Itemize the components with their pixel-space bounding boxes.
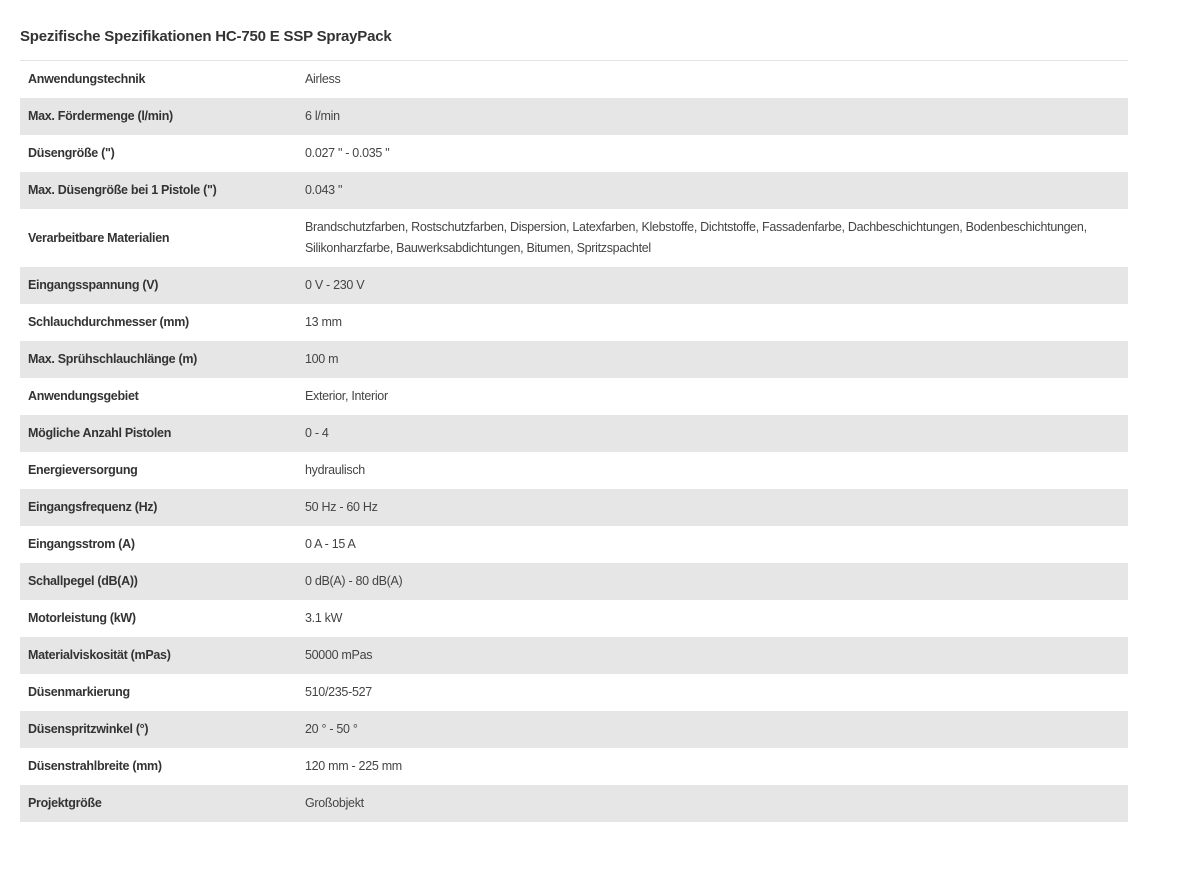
spec-label: Max. Düsengröße bei 1 Pistole (") bbox=[28, 183, 217, 197]
table-row bbox=[20, 378, 1128, 415]
table-row bbox=[20, 526, 1128, 563]
table-row bbox=[20, 135, 1128, 172]
spec-label: Düsengröße (") bbox=[28, 146, 115, 160]
spec-table bbox=[20, 61, 1128, 822]
spec-label: Eingangsfrequenz (Hz) bbox=[28, 500, 158, 514]
spec-label: Max. Fördermenge (l/min) bbox=[28, 109, 173, 123]
spec-label: Projektgröße bbox=[28, 796, 102, 810]
spec-value: 100 m bbox=[305, 352, 339, 366]
spec-value: hydraulisch bbox=[305, 463, 365, 477]
spec-value: 50000 mPas bbox=[305, 648, 373, 662]
spec-value: 6 l/min bbox=[305, 109, 340, 123]
table-row bbox=[20, 415, 1128, 452]
spec-label: Energieversorgung bbox=[28, 463, 138, 477]
spec-value: Exterior, Interior bbox=[305, 389, 388, 403]
spec-label: Mögliche Anzahl Pistolen bbox=[28, 426, 172, 440]
table-row bbox=[20, 452, 1128, 489]
spec-value: 0.043 " bbox=[305, 183, 343, 197]
table-row bbox=[20, 785, 1128, 822]
table-row bbox=[20, 563, 1128, 600]
spec-value: 0 V - 230 V bbox=[305, 278, 365, 292]
spec-value: Airless bbox=[305, 72, 341, 86]
spec-value: 120 mm - 225 mm bbox=[305, 759, 402, 773]
spec-value: 0 A - 15 A bbox=[305, 537, 356, 551]
spec-value: Großobjekt bbox=[305, 796, 364, 810]
table-row bbox=[20, 267, 1128, 304]
table-row bbox=[20, 98, 1128, 135]
spec-value: 20 ° - 50 ° bbox=[305, 722, 358, 736]
spec-value: 3.1 kW bbox=[305, 611, 343, 625]
spec-value: 0 dB(A) - 80 dB(A) bbox=[305, 574, 403, 588]
spec-value: Brandschutzfarben, Rostschutzfarben, Dispersion, Latexfarben, Klebstoffe, Dichtstoffe, Fassadenfarbe, Dachbeschichtungen, Bodenbeschichtungen, Silikonharzfarbe, Bauwerksabdichtungen, Bitumen, Spritzspachtel bbox=[305, 220, 1087, 255]
spec-label: Anwendungsgebiet bbox=[28, 389, 139, 403]
spec-label: Motorleistung (kW) bbox=[28, 611, 136, 625]
spec-value: 0.027 " - 0.035 " bbox=[305, 146, 390, 160]
spec-label: Eingangsstrom (A) bbox=[28, 537, 135, 551]
spec-label: Anwendungstechnik bbox=[28, 72, 146, 86]
spec-value: 13 mm bbox=[305, 315, 342, 329]
spec-label: Schallpegel (dB(A)) bbox=[28, 574, 138, 588]
table-row bbox=[20, 674, 1128, 711]
section-heading: Spezifische Spezifikationen HC-750 E SSP SprayPack bbox=[20, 0, 1128, 61]
spec-value: 510/235-527 bbox=[305, 685, 372, 699]
spec-label: Schlauchdurchmesser (mm) bbox=[28, 315, 189, 329]
spec-section bbox=[20, 0, 1128, 822]
spec-value: 50 Hz - 60 Hz bbox=[305, 500, 378, 514]
table-row bbox=[20, 209, 1128, 267]
spec-label: Max. Sprühschlauchlänge (m) bbox=[28, 352, 198, 366]
table-row bbox=[20, 600, 1128, 637]
table-row bbox=[20, 61, 1128, 98]
table-row bbox=[20, 304, 1128, 341]
spec-label: Eingangsspannung (V) bbox=[28, 278, 159, 292]
spec-label: Düsenspritzwinkel (°) bbox=[28, 722, 149, 736]
spec-label: Düsenstrahlbreite (mm) bbox=[28, 759, 162, 773]
spec-label: Materialviskosität (mPas) bbox=[28, 648, 171, 662]
table-row bbox=[20, 711, 1128, 748]
table-row bbox=[20, 637, 1128, 674]
spec-label: Verarbeitbare Materialien bbox=[28, 230, 170, 245]
table-row bbox=[20, 748, 1128, 785]
spec-label: Düsenmarkierung bbox=[28, 685, 130, 699]
spec-value: 0 - 4 bbox=[305, 426, 329, 440]
table-row bbox=[20, 489, 1128, 526]
table-row bbox=[20, 341, 1128, 378]
table-row bbox=[20, 172, 1128, 209]
